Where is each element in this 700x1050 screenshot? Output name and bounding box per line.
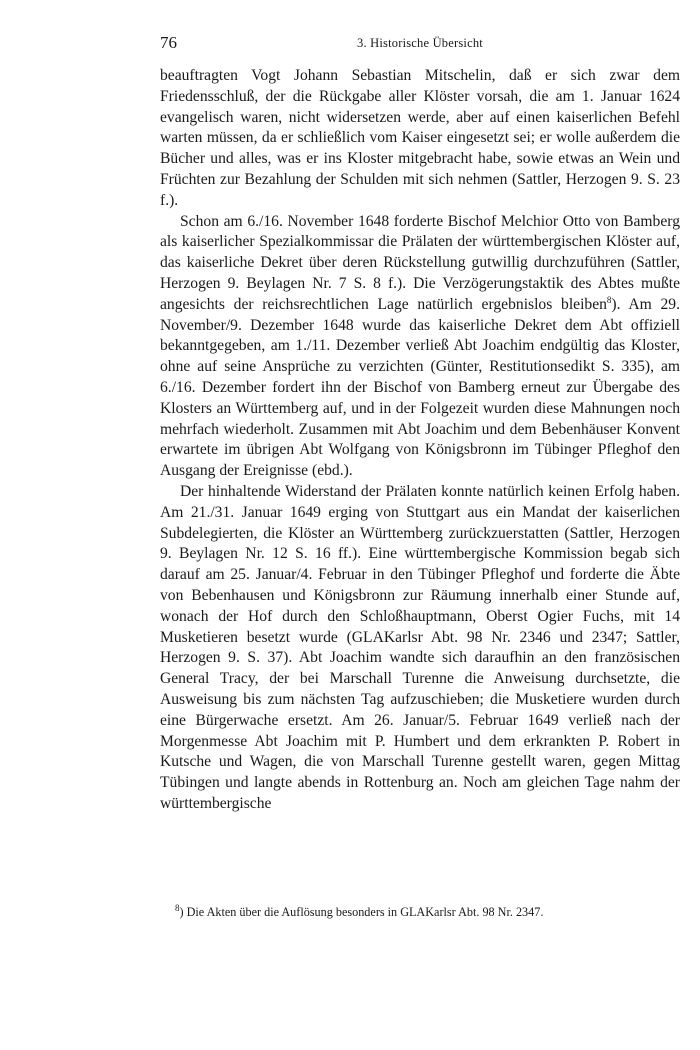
page-number: 76 xyxy=(160,33,177,52)
footnote xyxy=(175,904,680,920)
paragraph-1: beauftragten Vogt Johann Sebastian Mitschelin, daß er sich zwar dem Friedensschluß, der die Rückgabe aller Klöster vorsah, die am 1. Januar 1624 evangelisch waren, nicht widersetzen werde, aber auf einen kaiserlichen Befehl warten müssen, da er schließlich vom Kaiser eingesetzt sei; er wolle außerdem die Bücher und alles, was er ins Kloster mitgebracht habe, sowie etwas an Wein und Früchten zur Bezahlung der Schulden mit sich nehmen (Sattler, Herzogen 9. S. 23 f.). xyxy=(160,67,680,209)
body-text xyxy=(160,66,680,815)
footnote-reference[interactable]: 8 xyxy=(606,294,612,305)
footnote-marker: 8 xyxy=(175,902,180,913)
paragraph-2-text-b: ). Am 29. November/9. Dezember 1648 wurde das kaiserliche Dekret dem Abt offiziell bekanntgegeben, am 1./11. Dezember verließ Abt Joachim endgültig das Kloster, ohne auf seine Ansprüche zu verzichten (Günter, Restitutionsedikt S. 335), am 6./16. Dezember fordert ihn der Bischof von Bamberg erneut zur Übergabe des Klosters an Württemberg auf, und in der Folgezeit wurden diese Mahnungen noch mehrfach wiederholt. Zusammen mit Abt Joachim und dem Bebenhäuser Konvent erwartete im übrigen Abt Wolfgang von Königsbronn im Tübinger Pfleghof den Ausgang der Ereignisse (ebd.). xyxy=(160,295,680,480)
running-head: 3. Historische Übersicht xyxy=(357,36,483,50)
footnote-text: ) Die Akten über die Auflösung besonders in GLAKarlsr Abt. 98 Nr. 2347. xyxy=(179,905,544,919)
paragraph-3: Der hinhaltende Widerstand der Prälaten konnte natürlich keinen Erfolg haben. Am 21./31. Januar 1649 erging von Stuttgart aus ein Mandat der kaiserlichen Subdelegierten, die Klöster an Württemberg zurückzuerstatten (Sattler, Herzogen 9. Beylagen Nr. 12 S. 16 ff.). Eine württembergische Kommission begab sich darauf am 25. Januar/4. Februar in den Tübinger Pfleghof und forderte die Äbte von Bebenhausen und Königsbronn zur Räumung innerhalb einer Stunde auf, wonach der Hof durch den Schloßhauptmann, Oberst Ogier Fuchs, mit 14 Musketieren besetzt wurde (GLAKarlsr Abt. 98 Nr. 2346 und 2347; Sattler, Herzogen 9. S. 37). Abt Joachim wandte sich daraufhin an den französischen General Tracy, der bei Marschall Turenne die Anweisung durchsetzte, die Ausweisung bis zum nächsten Tag aufzuschieben; die Musketiere wurden durch eine Bürgerwache ersetzt. Am 26. Januar/5. Februar 1649 verließ nach der Morgenmesse Abt Joachim mit P. Humbert und dem erkrankten P. Robert in Kutsche und Wagen, die von Marschall Turenne gestellt waren, gegen Mittag Tübingen und langte abends in Rottenburg an. Noch am gleichen Tage nahm der württembergische xyxy=(160,482,680,812)
page-header xyxy=(160,33,680,57)
paragraph-2-text-a: Schon am 6./16. November 1648 forderte Bischof Melchior Otto von Bamberg als kaiserlicher Spezialkommissar die Prälaten der württembergischen Klöster auf, das kaiserliche Dekret über deren Rückstellung gutwillig durchzuführen (Sattler, Herzogen 9. Beylagen Nr. 7 S. 8 f.). Die Verzögerungstaktik des Abtes mußte angesichts der reichsrechtlichen Lage natürlich ergebnislos bleiben xyxy=(160,212,680,313)
paragraph-2 xyxy=(160,212,680,482)
